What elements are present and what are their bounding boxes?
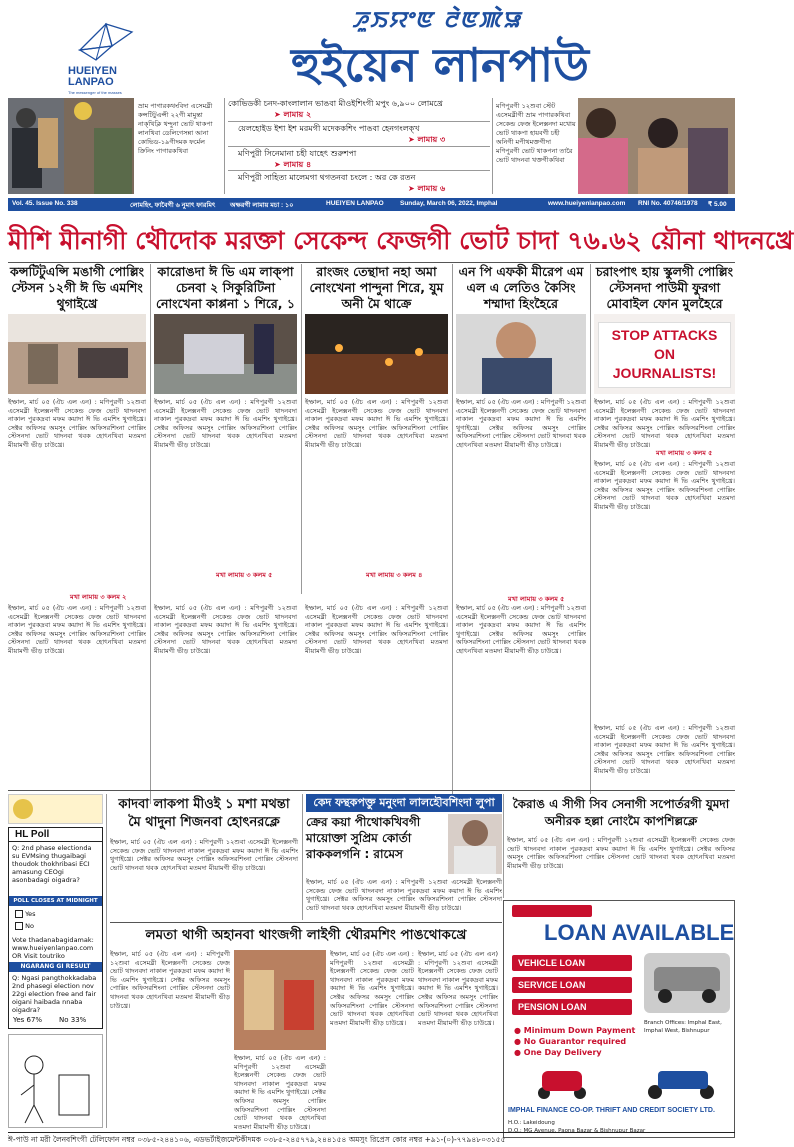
loan-bullets: ● Minimum Down Payment ● No Guarantor required ● One Day Delivery <box>514 1026 636 1057</box>
teaser-row <box>8 96 735 196</box>
footer: ঈ-পাউ না মরী লৈনবশিংগী টেলিফোন নম্বর ০৩৮৫-২৪৪১০৬, এডভর্টাইজমেন্টকীদমক ০৩৮৫-২৪৫৭৭৯,২৪৪১৫৪ অমসুং রিপ্রেস কোর নম্বর +৯১-(০)-৭৭৯৪৮০৩১৫৫ <box>8 1132 735 1145</box>
bengali-title: হুইয়েন লানপাউ <box>291 38 589 92</box>
poll-box <box>8 827 103 1029</box>
teaser-index <box>228 98 490 194</box>
kadaba-headline[interactable]: কাদবা লাকপা মীওই ১ মশা মথন্তা মৈ থাদুনা শিজনবা হোৎনরক্লে <box>118 797 290 830</box>
price: ₹ 5.00 <box>708 201 727 208</box>
story-body: ইম্ফাল, মার্চ ০৫ (ঐচ এল এন) : মণিপুরগী ১২শুবা এসেমব্লী ইলেক্সনগী সেকেন্ড ফেজ ভোট থাদনবদা নাকাল পুরকদ্রবা মফম কয়াদা ঈ ভি এমশিং থুগাইখ্রে। সেক্টর অফিসর অমসুং পোল্লিং অফিসরশিংনা পোল্লিং স্টেসনদা ভোট থাদনবা থবক হোৎনখিবা মতমদা মীয়ামগী ভীড় চাউখ্রে। <box>110 950 230 1010</box>
story-headline[interactable]: এন পি এফকী মীরেপ এম এল এ লেতিও কৈসিং শম্মাদা হিংহৈরে <box>458 264 584 311</box>
logo-tagline: The messenger of the masses <box>68 90 122 95</box>
loan-address: H.O.: Lakeidoung D.O.: MG Avenue, Paona Bazar & Bishnupur Bazar <box>508 1120 646 1134</box>
website-link[interactable]: www.hueiyenlanpao.com <box>548 200 626 207</box>
rni-number: RNI No. 40746/1978 <box>638 200 698 207</box>
story-body: ইম্ফাল, মার্চ ০৫ (ঐচ এল এন) : মণিপুরগী ১২শুবা এসেমব্লী ইলেক্সনগী সেকেন্ড ফেজ ভোট থাদনবদা নাকাল পুরকদ্রবা মফম কয়াদা ঈ ভি এমশিং থুগাইখ্রে। সেক্টর অফিসর অমসুং পোল্লিং অফিসরশিংনা পোল্লিং স্টেসনদা ভোট থাদনবা থবক হোৎনখিবা মতমদা মীয়ামগী ভীড় চাউখ্রে। <box>154 604 297 655</box>
paper-bird-icon <box>76 20 136 64</box>
ramesh-kicker[interactable]: কেদ ফন্থকপক্তু মনুংদা লালহৌবশিংদা লুপা <box>306 794 502 812</box>
story-body: ইম্ফাল, মার্চ ০৫ (ঐচ এল এন) : মণিপুরগী ১২শুবা এসেমব্লী ইলেক্সনগী সেকেন্ড ফেজ ভোট থাদনবদা নাকাল পুরকদ্রবা মফম কয়াদা ঈ ভি এমশিং থুগাইখ্রে। সেক্টর অফিসর অমসুং পোল্লিং অফিসরশিংনা পোল্লিং স্টেসনদা ভোট থাদনবা থবক হোৎনখিবা মতমদা মীয়ামগী ভীড় চাউখ্রে। <box>507 836 735 870</box>
sidebar-ad[interactable] <box>8 794 103 824</box>
continued-link[interactable]: মখা লামায় ৩ কলম ৫ <box>216 571 273 579</box>
story-photo[interactable] <box>594 314 735 394</box>
story-headline[interactable]: রাংজং তেন্থাদা নহা অমা নোংখেনা পান্দুনা শিরে, যুম অনী মৈ থাক্রে <box>309 264 444 311</box>
meitei-mayek-title: ꯍꯨꯏꯌꯦꯟ ꯂꯥꯟꯄꯥꯎ <box>352 7 522 33</box>
scooter-icon <box>534 1061 594 1101</box>
logo-text: HUEIYEN LANPAO <box>68 65 117 88</box>
teaser-left-text: ভ্রাম পাগারকথংবিদা এসেমব্লী কন্সটিটুএন্সী ২২গী মামুন্তা নাক্‌খিক্লি থন্দুনা ভোট থাকপা লানথিবা ডেলিগেসন্না আনা কোভিড-১৯গীদমক ফর্মেল ক্রিনিং পাগারকথিবা <box>138 102 213 155</box>
story-body: ইম্ফাল, মার্চ ০৫ (ঐচ এল এন) : মণিপুরগী ১২শুবা এসেমব্লী ইলেক্সনগী সেকেন্ড ফেজ ভোট থাদনবদা নাকাল পুরকদ্রবা মফম কয়াদা ঈ ভি এমশিং থুগাইখ্রে। সেক্টর অফিসর অমসুং পোল্লিং অফিসরশিংনা পোল্লিং স্টেসনদা ভোট থাদনবা থবক হোৎনখিবা মতমদা মীয়ামগী ভীড় চাউখ্রে। <box>8 398 146 449</box>
story-body: ইম্ফাল, মার্চ ০৫ (ঐচ এল এন) : মণিপুরগী ১২শুবা এসেমব্লী ইলেক্সনগী সেকেন্ড ফেজ ভোট থাদনবদা নাকাল পুরকদ্রবা মফম কয়াদা ঈ ভি এমশিং থুগাইখ্রে। সেক্টর অফিসর অমসুং পোল্লিং অফিসরশিংনা পোল্লিং স্টেসনদা ভোট থাদনবা থবক হোৎনখিবা মতমদা মীয়ামগী ভীড় চাউখ্রে। <box>154 398 297 449</box>
motorbike-icon <box>644 1061 724 1101</box>
ramesh-photo[interactable] <box>448 814 502 874</box>
vehicle-loan-button[interactable]: VEHICLE LOAN <box>512 955 632 971</box>
teaser-item[interactable]: মণিপুরী সাহিত্য মালেমগা থগতনবা চংলে : অর কে রতন <box>238 173 416 182</box>
story-body: ইম্ফাল, মার্চ ০৫ (ঐচ এল এন) : মণিপুরগী ১২শুবা এসেমব্লী ইলেক্সনগী সেকেন্ড ফেজ ভোট থাদনবদা নাকাল পুরকদ্রবা মফম কয়াদা ঈ ভি এমশিং থুগাইখ্রে। সেক্টর অফিসর অমসুং পোল্লিং অফিসরশিংনা পোল্লিং স্টেসনদা ভোট থাদনবা থবক হোৎনখিবা মতমদা মীয়ামগী ভীড় চাউখ্রে। <box>305 604 448 655</box>
ramesh-headline[interactable]: ক্রের কয়া পীথোকখিবগী মায়োক্তা সুপ্রিম কোর্তা রাককলগনি : রামেস <box>306 815 421 861</box>
checkbox[interactable] <box>15 922 23 930</box>
continued-link[interactable]: মখা লামায় ৩ কলম ৫ <box>508 595 565 603</box>
poll-vote-text[interactable]: Vote thadanabagidamak: www.hueiyenlanpao.com OR Visit toutriko <box>12 936 94 960</box>
teaser-photo-right[interactable] <box>578 98 735 194</box>
logo[interactable] <box>58 20 148 96</box>
story-body: ইম্ফাল, মার্চ ০৫ (ঐচ এল এন) : মণিপুরগী ১২শুবা এসেমব্লী ইলেক্সনগী সেকেন্ড ফেজ ভোট থাদনবদা নাকাল পুরকদ্রবা মফম কয়াদা ঈ ভি এমশিং থুগাইখ্রে। সেক্টর অফিসর অমসুং পোল্লিং অফিসরশিংনা পোল্লিং স্টেসনদা ভোট থাদনবা থবক হোৎনখিবা মতমদা মীয়ামগী ভীড় চাউখ্রে। <box>305 398 448 449</box>
loan-title: LOAN AVAILABLE <box>544 920 735 945</box>
poll-closes: POLL CLOSES AT MIDNIGHT <box>9 896 102 906</box>
continued-link[interactable]: মখা লামায় ৩ কলম ৪ <box>366 571 423 579</box>
story-body: ইম্ফাল, মার্চ ০৫ (ঐচ এল এন) : মণিপুরগী ১২শুবা এসেমব্লী ইলেক্সনগী সেকেন্ড ফেজ ভোট থাদনবদা নাকাল পুরকদ্রবা মফম কয়াদা ঈ ভি এমশিং থুগাইখ্রে। সেক্টর অফিসর অমসুং পোল্লিং অফিসরশিংনা পোল্লিং স্টেসনদা ভোট থাদনবা থবক হোৎনখিবা মতমদা মীয়ামগী ভীড় চাউখ্রে। <box>110 838 298 872</box>
poll-option-yes[interactable]: Yes <box>15 910 95 920</box>
cartoon[interactable] <box>8 1034 103 1128</box>
ad-logo <box>512 905 592 917</box>
issue-date: Sunday, March 06, 2022, Imphal <box>400 200 498 207</box>
cartoon-drawing-icon <box>9 1035 102 1127</box>
story-body: ইম্ফাল, মার্চ ০৫ (ঐচ এল এন) : মণিপুরগী ১২শুবা এসেমব্লী ইলেক্সনগী সেকেন্ড ফেজ ভোট থাদনবদা নাকাল পুরকদ্রবা মফম কয়াদা ঈ ভি এমশিং থুগাইখ্রে। সেক্টর অফিসর অমসুং পোল্লিং অফিসরশিংনা পোল্লিং স্টেসনদা ভোট থাদনবা থবক হোৎনখিবা মতমদা মীয়ামগী ভীড় চাউখ্রে। <box>234 1054 326 1131</box>
story-body: ইম্ফাল, মার্চ ০৫ (ঐচ এল এন) : মণিপুরগী ১২শুবা এসেমব্লী ইলেক্সনগী সেকেন্ড ফেজ ভোট থাদনবদা নাকাল পুরকদ্রবা মফম কয়াদা ঈ ভি এমশিং থুগাইখ্রে। সেক্টর অফিসর অমসুং পোল্লিং অফিসরশিংনা পোল্লিং স্টেসনদা ভোট থাদনবা থবক হোৎনখিবা মতমদা মীয়ামগী ভীড় চাউখ্রে। <box>8 604 146 655</box>
loan-ad[interactable] <box>503 900 735 1138</box>
poll-no-pct: No 33% <box>59 1016 87 1024</box>
teaser-photo-left-2[interactable] <box>64 98 134 194</box>
teaser-item[interactable]: মণিপুরী সিনেমানা চহী যাহেৎ শুরুশপা <box>238 149 357 158</box>
poll-question: Q: 2nd phase electionda su EVMsing thugaibagi thoudok thokhribasi ECI amasung CEOgi asonbadagi oigadra? <box>12 844 92 884</box>
teaser-ref[interactable]: ➤ লামায় ৬ <box>408 184 446 193</box>
poll-title: HL Poll <box>9 828 102 842</box>
story-photo[interactable] <box>305 314 448 394</box>
masthead <box>0 0 743 98</box>
kaireng-headline[interactable]: কৈরাঙ এ সীগী সিব সেনাগী সপোর্তরগী যুমদা অনীরক হল্লা নোংমৈ কাপশিল্লক্লে <box>512 797 730 828</box>
checkbox[interactable] <box>15 910 23 918</box>
story-headline[interactable]: কারোঙদা ঈ ভি এম লাক্পা চেনবা ২ সিকুরিটিনা নোংখেনা কাপ্পনা ১ শিরে, ১ <box>155 264 296 311</box>
story-photo[interactable] <box>154 314 297 394</box>
paper-name: HUEIYEN LANPAO <box>326 200 384 207</box>
story-body: ইম্ফাল, মার্চ ০৫ (ঐচ এল এন) : মণিপুরগী ১২শুবা এসেমব্লী ইলেক্সনগী সেকেন্ড ফেজ ভোট থাদনবদা নাকাল পুরকদ্রবা মফম কয়াদা ঈ ভি এমশিং থুগাইখ্রে। সেক্টর অফিসর অমসুং পোল্লিং অফিসরশিংনা পোল্লিং স্টেসনদা ভোট থাদনবা থবক হোৎনখিবা মতমদা মীয়ামগী ভীড় চাউখ্রে। <box>594 460 735 511</box>
story-body: ইম্ফাল, মার্চ ০৫ (ঐচ এল এন) : মণিপুরগী ১২শুবা এসেমব্লী ইলেক্সনগী সেকেন্ড ফেজ ভোট থাদনবদা নাকাল পুরকদ্রবা মফম কয়াদা ঈ ভি এমশিং থুগাইখ্রে। সেক্টর অফিসর অমসুং পোল্লিং অফিসরশিংনা পোল্লিং স্টেসনদা ভোট থাদনবা থবক হোৎনখিবা মতমদা মীয়ামগী ভীড় চাউখ্রে। <box>456 398 586 449</box>
info-bar <box>8 198 735 211</box>
volume-issue: Vol. 45. Issue No. 338 <box>12 200 78 207</box>
page-count: অক্ষরগী লামায় মচা : ১০ <box>230 202 294 209</box>
story-body: ইম্ফাল, মার্চ ০৫ (ঐচ এল এন) : মণিপুরগী ১২শুবা এসেমব্লী ইলেক্সনগী সেকেন্ড ফেজ ভোট থাদনবদা নাকাল পুরকদ্রবা মফম কয়াদা ঈ ভি এমশিং থুগাইখ্রে। সেক্টর অফিসর অমসুং পোল্লিং অফিসরশিংনা পোল্লিং স্টেসনদা ভোট থাদনবা থবক হোৎনখিবা মতমদা মীয়ামগী ভীড় চাউখ্রে। <box>456 604 586 655</box>
story-body: ইম্ফাল, মার্চ ০৫ (ঐচ এল এন) : মণিপুরগী ১২শুবা এসেমব্লী ইলেক্সনগী সেকেন্ড ফেজ ভোট থাদনবদা নাকাল পুরকদ্রবা মফম কয়াদা ঈ ভি এমশিং থুগাইখ্রে। সেক্টর অফিসর অমসুং পোল্লিং অফিসরশিংনা পোল্লিং স্টেসনদা ভোট থাদনবা থবক হোৎনখিবা মতমদা মীয়ামগী ভীড় চাউখ্রে। <box>594 398 735 449</box>
continued-link[interactable]: মখা লামায় ৩ কলম ২ <box>70 593 127 601</box>
story-body: ইম্ফাল, মার্চ ০৫ (ঐচ এল এন) : মণিপুরগী ১২শুবা এসেমব্লী ইলেক্সনগী সেকেন্ড ফেজ ভোট থাদনবদা নাকাল পুরকদ্রবা মফম কয়াদা ঈ ভি এমশিং থুগাইখ্রে। সেক্টর অফিসর অমসুং পোল্লিং অফিসরশিংনা পোল্লিং স্টেসনদা ভোট থাদনবা থবক হোৎনখিবা মতমদা মীয়ামগী ভীড় চাউখ্রে। <box>418 950 498 1027</box>
protest-sign-text: STOP ATTACKS ON JOURNALISTS! <box>611 327 718 381</box>
teaser-ref[interactable]: ➤ লামায় ৪ <box>274 160 312 169</box>
story-body: ইম্ফাল, মার্চ ০৫ (ঐচ এল এন) : মণিপুরগী ১২শুবা এসেমব্লী ইলেক্সনগী সেকেন্ড ফেজ ভোট থাদনবদা নাকাল পুরকদ্রবা মফম কয়াদা ঈ ভি এমশিং থুগাইখ্রে। সেক্টর অফিসর অমসুং পোল্লিং অফিসরশিংনা পোল্লিং স্টেসনদা ভোট থাদনবা থবক হোৎনখিবা মতমদা মীয়ামগী ভীড় চাউখ্রে। <box>594 724 735 775</box>
sun-icon <box>13 799 33 819</box>
teaser-photo-left[interactable] <box>8 98 64 194</box>
story-body: ইম্ফাল, মার্চ ০৫ (ঐচ এল এন) : মণিপুরগী ১২শুবা এসেমব্লী ইলেক্সনগী সেকেন্ড ফেজ ভোট থাদনবদা নাকাল পুরকদ্রবা মফম কয়াদা ঈ ভি এমশিং থুগাইখ্রে। সেক্টর অফিসর অমসুং পোল্লিং অফিসরশিংনা পোল্লিং স্টেসনদা ভোট থাদনবা থবক হোৎনখিবা মতমদা মীয়ামগী ভীড় চাউখ্রে। <box>330 950 414 1027</box>
story-headline[interactable]: চরাংপাৎ হায় স্কুলগী পোল্লিং স্টেসনদা পাউমী ফুরগা মোবাইল ফোন মুলহৈরে <box>595 264 734 311</box>
loan-branch: Branch Offices: Imphal East, Imphal West, Bishnupur <box>644 1020 722 1034</box>
story-headline[interactable]: কন্সটিটুএন্সি মঙাগী পোল্লিং স্টেসন ১২গী ঈ ভি এমশিং থুগাইখ্রে <box>10 264 144 311</box>
lamta-photo[interactable] <box>234 950 326 1050</box>
story-body: ইম্ফাল, মার্চ ০৫ (ঐচ এল এন) : মণিপুরগী ১২শুবা এসেমব্লী ইলেক্সনগী সেকেন্ড ফেজ ভোট থাদনবদা নাকাল পুরকদ্রবা মফম কয়াদা ঈ ভি এমশিং থুগাইখ্রে। সেক্টর অফিসর অমসুং পোল্লিং অফিসরশিংনা পোল্লিং স্টেসনদা ভোট থাদনবা থবক হোৎনখিবা মতমদা মীয়ামগী ভীড় চাউখ্রে। <box>306 878 502 912</box>
poll-result-question: Q: Ngasi pangthokkadaba 2nd phasegi election nov 22gi election free and fair oigani haibada nnaba oigadra? <box>12 974 97 1014</box>
lamta-headline[interactable]: লমতা থাগী অহানবা থাংজগী লাইগী থৌরমশিং পাঙথোকখ্রে <box>145 927 467 943</box>
car-icon <box>644 953 730 1013</box>
teaser-right-text: মণিপুরগী ১২শুবা স্টেট এসেমব্লীগী ভ্রাম পাগারকথিবা সেকেন্ড ফেজ ইলেক্সনদা মখোয় ভোট থাকপা হায়বগী চহী অনিগী মপীথমক্তগীদা মণিপুরগী ভোট থাকপনা তারৈ ভোট থাদনবা খক্তগীকথিবা <box>496 102 576 164</box>
poll-option-no[interactable]: No <box>15 922 95 932</box>
lead-headline[interactable]: মীশি মীনাগী থৌদোক মরক্তা সেকেন্দ ফেজগী ভোট চাদা ৭৬.৬২ য়ৌনা থাদনখ্রে <box>8 226 794 255</box>
pension-loan-button[interactable]: PENSION LOAN <box>512 999 632 1015</box>
continued-link[interactable]: মখা লামায় ৩ কলম ৫ <box>656 449 713 457</box>
story-photo[interactable] <box>456 314 586 394</box>
teaser-item[interactable]: কোভিডকী চনদ-কাংলালান ভাঙবা মীওইশিংগী মপুং ৬,৯০০ লোমখ্রে <box>228 99 443 108</box>
story-photo[interactable] <box>8 314 146 394</box>
poll-yes-pct: Yes 67% <box>13 1016 43 1024</box>
teaser-ref[interactable]: ➤ লামায় ৩ <box>408 135 446 144</box>
service-loan-button[interactable]: SERVICE LOAN <box>512 977 632 993</box>
teaser-ref[interactable]: ➤ লামায় ২ <box>274 110 312 119</box>
loan-company: IMPHAL FINANCE CO-OP. THRIFT AND CREDIT SOCIETY LTD. <box>508 1107 715 1114</box>
meitei-date: লোমহিং, ফাবৈগী ৬ নুমাৎ ফারমিৎ <box>130 202 216 209</box>
poll-result-title: NGARANG GI RESULT <box>9 962 102 972</box>
teaser-item[interactable]: য়েলহোইড ইশা ইশ মরমগী মদেককশিং পাঙবা হেনগংলক্‌খ <box>238 124 420 133</box>
